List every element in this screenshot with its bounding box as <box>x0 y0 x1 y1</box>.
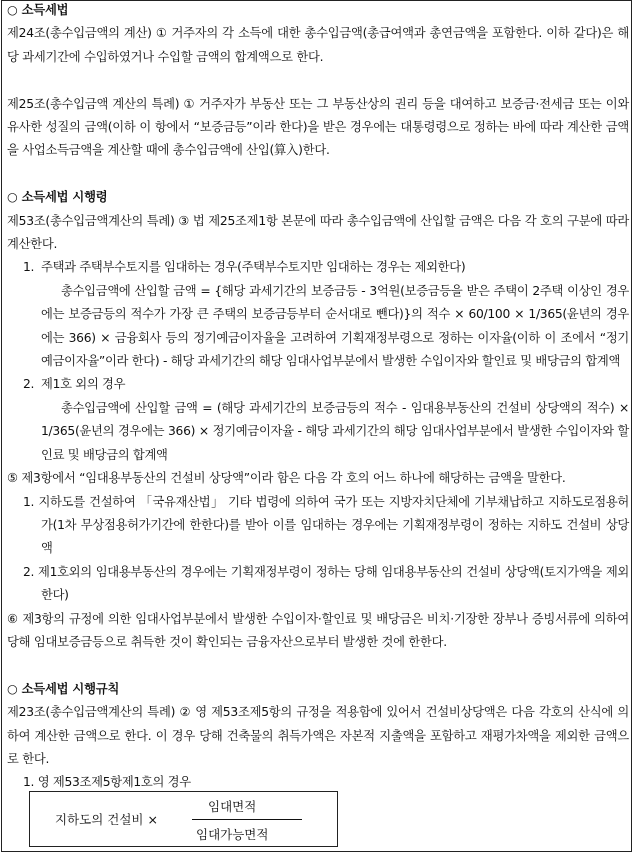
article-24: 제24조(총수입금액의 계산) ① 거주자의 각 소득에 대한 총수입금액(총급여액과 총연금액을 포함한다. 이하 같다)은 해당 과세기간에 수입하였거나 수입할 금액의 합계액으로 한다. <box>7 26 629 64</box>
item-2-title <box>7 373 629 396</box>
item-1-title <box>7 256 629 279</box>
article-25: 제25조(총수입금액 계산의 특례) ① 거주자가 부동산 또는 그 부동산상의 권리 등을 대여하고 보증금·전세금 또는 이와 유사한 성질의 금액(이하 이 항에서 “보증금등”이라 한다)을 받은 경우에는 대통령령으로 정하는 바에 따라 계산한 금액을 사업소득금액을 계산할 때에 총수입금액에 산입(算入)한다. <box>7 96 629 158</box>
rule-item-1: 1. 영 제53조제5항제1호의 경우 <box>23 775 191 790</box>
spacer <box>7 163 629 186</box>
item-1-body-text: 총수입금액에 산입할 금액 = {해당 과세기간의 보증금등 - 3억원(보증금등을 받은 주택이 2주택 이상인 경우에는 보증금등의 적수가 가장 큰 주택의 보증금등부터 순서대로 뺀다)}의 적수 × 60/100 × 1/365(윤년의 경우에는 366) × 금융회사 등의 정기예금이자율을 고려하여 기획재정부령으로 정하는 이자율(이하 이 조에서 “정기예금이자율”이라 한다) - 해당 과세기간의 해당 임대사업부분에서 발생한 수입이자와 할인료 및 배당금의 합계액 <box>41 283 629 369</box>
item-2-body-text: 총수입금액에 산입할 금액 = (해당 과세기간의 보증금등의 적수 - 임대용부동산의 건설비 상당액의 적수) × 1/365(윤년의 경우에는 366) × 정기예금이자율 - 해당 과세기간의 해당 임대사업부분에서 발생한 수입이자와 할인료 및 배당금의 합계액 <box>41 400 629 462</box>
item-2-title-text: 제1호 외의 경우 <box>41 377 126 392</box>
formula-denominator: 임대가능면적 <box>196 827 269 842</box>
section-heading-enforcement-rules: ○ 소득세법 시행규칙 <box>7 681 120 696</box>
item-2-number: 2. <box>23 377 35 392</box>
article-53-para-3: 제53조(총수입금액계산의 특례) ③ 법 제25조제1항 본문에 따라 총수입금액에 산입할 금액은 다음 각 호의 구분에 따라 계산한다. <box>7 213 629 252</box>
fraction-bar <box>192 819 302 820</box>
para-5-item-2: 2. 제1호외의 임대용부동산의 경우에는 기획재정부령이 정하는 당해 임대용부동산의 건설비 상당액(토지가액을 제외한다) <box>23 564 629 603</box>
document-body <box>7 0 629 795</box>
item-1-body <box>7 280 629 374</box>
article-53-para-5: ⑤ 제3항에서 “임대용부동산의 건설비 상당액”이라 함은 다음 각 호의 어느 하나에 해당하는 금액을 말한다. <box>7 471 566 486</box>
formula-numerator: 임대면적 <box>208 799 257 814</box>
rule-article-23: 제23조(총수입금액계산의 특례) ② 영 제53조제5항의 규정을 적용함에 있어서 건설비상당액은 다음 각호의 산식에 의하여 계산한 금액으로 한다. 이 경우 당해 건축물의 취득가액은 자본적 지출액을 포함하고 재평가차액을 제외한 금액으로 한다. <box>7 705 629 766</box>
article-53-para-6: ⑥ 제3항의 규정에 의한 임대사업부분에서 발생한 수입이자·할인료 및 배당금은 비치·기장한 장부나 증빙서류에 의하여 당해 임대보증금등으로 취득한 것이 확인되는 금융자산으로부터 발생한 것에 한한다. <box>7 611 629 649</box>
spacer <box>7 69 629 92</box>
section-heading-enforcement-decree: ○ 소득세법 시행령 <box>7 190 108 205</box>
item-2-body <box>7 397 629 467</box>
section-heading-income-tax-act: ○ 소득세법 <box>7 3 69 17</box>
spacer <box>7 654 629 677</box>
para-5-item-1: 1. 지하도를 건설하여 「국유재산법」 기타 법령에 의하여 국가 또는 지방자치단체에 기부채납하고 지하도로점용허가(1차 무상점용허가기간에 한한다)를 받아 이를 임대하는 경우에는 기획재정부령이 정하는 지하도 건설비 상당액 <box>23 494 629 556</box>
document-page <box>1 0 632 852</box>
item-1-number: 1. <box>23 260 35 275</box>
formula-box <box>29 791 338 847</box>
item-1-title-text: 주택과 주택부수토지를 임대하는 경우(주택부수토지만 임대하는 경우는 제외한다) <box>41 260 466 275</box>
formula-lhs: 지하도의 건설비 × <box>55 812 158 827</box>
